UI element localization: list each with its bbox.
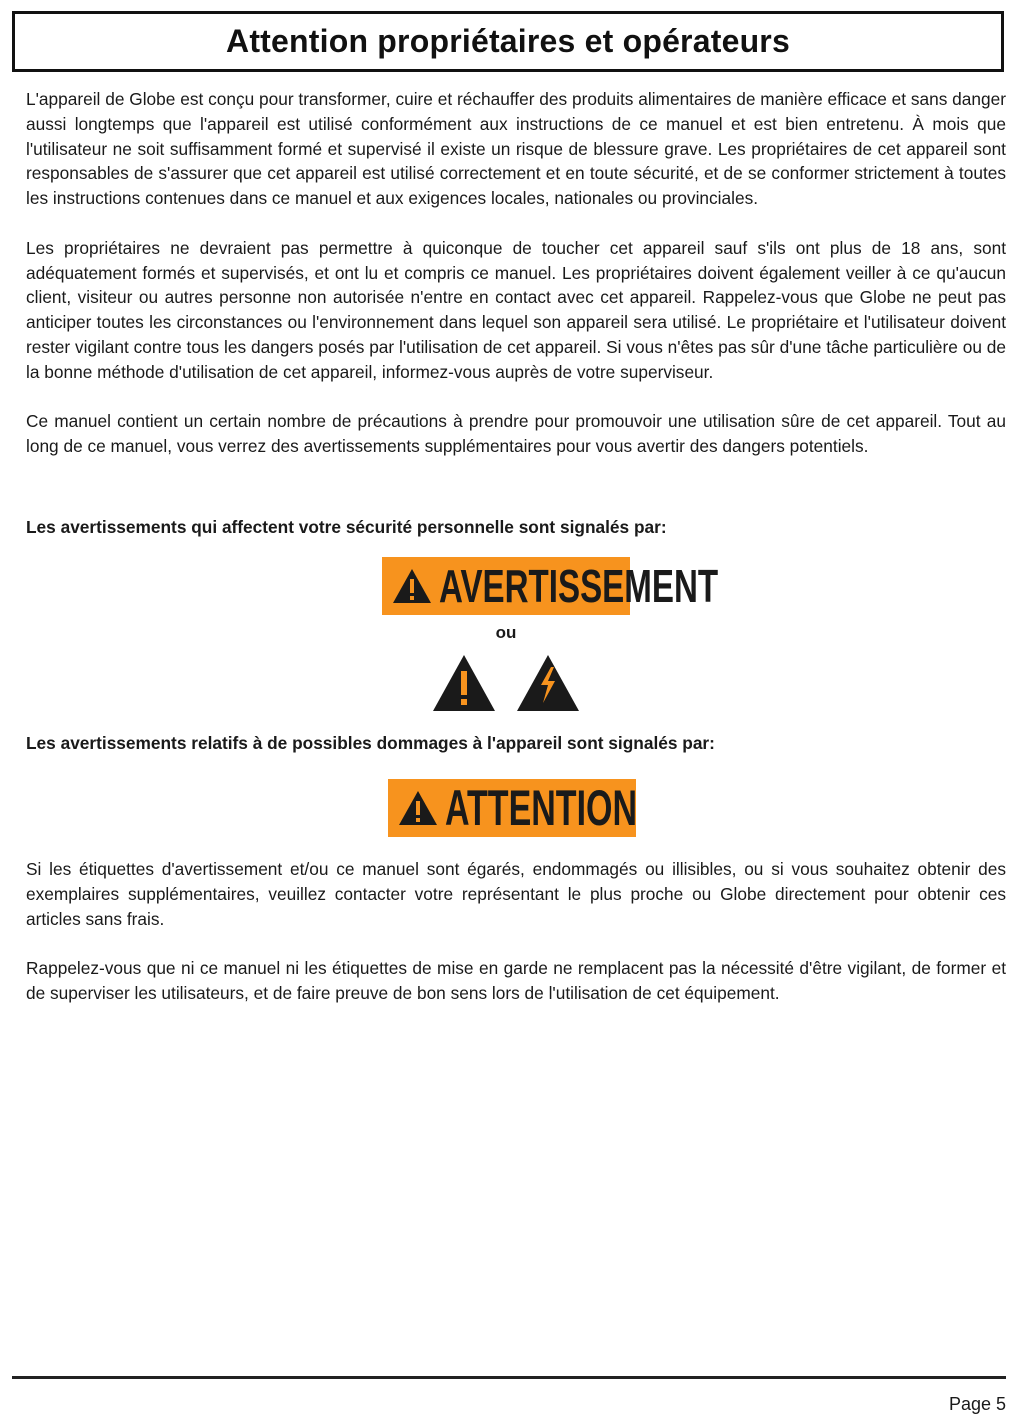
paragraph-replacement-labels: Si les étiquettes d'avertissement et/ou ce manuel sont égarés, endommagés ou illisibles, ou si vous souhaitez obtenir des exemplaires supplémentaires, veuillez contacter votre représentant le plus proche ou Globe directement pour obtenir ces articles sans frais.: [26, 858, 1006, 929]
paragraph-owners: Les propriétaires ne devraient pas permettre à quiconque de toucher cet appareil sauf s'ils ont plus de 18 ans, sont adéquatement formés et supervisés, et ont lu et compris ce manuel. Les propriétaires doivent également veiller à ce qu'aucun client, visiteur ou autres personne non autorisée n'entre en contact avec cet appareil. Rappelez-vous que Globe ne peut pas anticiper toutes les circonstances ou l'environnement dans lequel son appareil sera utilisé. Le propriétaire et l'utilisateur doivent rester vigilant contre tous les dangers posés par l'utilisation de cet appareil. Si vous n'êtes pas sûr d'une tâche particulière ou de la bonne méthode d'utilisation de cet appareil, informez-vous auprès de votre superviseur.: [26, 237, 1006, 382]
attention-sign-label: ATTENTION: [445, 779, 638, 836]
page-number: Page 5: [948, 1394, 1006, 1414]
heading-equipment-damage: Les avertissements relatifs à de possibles dommages à l'appareil sont signalés par:: [26, 732, 715, 753]
hazard-icons-row: [6, 653, 1006, 713]
heading-personal-safety: Les avertissements qui affectent votre sécurité personnelle sont signalés par:: [26, 516, 667, 537]
warning-sign-row: [6, 557, 1006, 615]
exclamation-triangle-icon: [431, 653, 497, 713]
page-title: Attention propriétaires et opérateurs: [226, 23, 790, 59]
electric-shock-triangle-icon: [515, 653, 581, 713]
paragraph-vigilance: Rappelez-vous que ni ce manuel ni les étiquettes de mise en garde ne remplacent pas la nécessité d'être vigilant, de former et de superviser les utilisateurs, et de faire preuve de bon sens lors de l'utilisation de cet équipement.: [26, 958, 1006, 1003]
warning-sign-label: AVERTISSEMENT: [439, 559, 719, 612]
title-box: [12, 11, 1004, 72]
paragraph-intro: L'appareil de Globe est conçu pour transformer, cuire et réchauffer des produits alimentaires de manière efficace et sans danger aussi longtemps que l'appareil est utilisé conformément aux instructions de ce manuel et est bien entretenu. À mois que l'utilisateur ne soit suffisamment formé et supervisé il existe un risque de blessure grave. Les propriétaires de cet appareil sont responsables de s'assurer que cet appareil est utilisé correctement et en toute sécurité, et de se conformer strictement à toutes les instructions contenues dans ce manuel et aux exigences locales, nationales ou provinciales.: [26, 89, 1006, 209]
warning-sign: [382, 557, 719, 615]
page-content: [26, 87, 1006, 1006]
attention-sign: [388, 779, 636, 837]
footer-divider: [12, 1376, 1006, 1379]
attention-sign-row: [18, 779, 1006, 837]
paragraph-precautions: Ce manuel contient un certain nombre de précautions à prendre pour promouvoir une utilisation sûre de cet appareil. Tout au long de ce manuel, vous verrez des avertissements supplémentaires pour vous avertir des dangers potentiels.: [26, 411, 1006, 457]
warning-triangle-icon: [391, 567, 433, 605]
or-label: ou: [495, 622, 517, 642]
warning-triangle-icon: [397, 789, 439, 827]
